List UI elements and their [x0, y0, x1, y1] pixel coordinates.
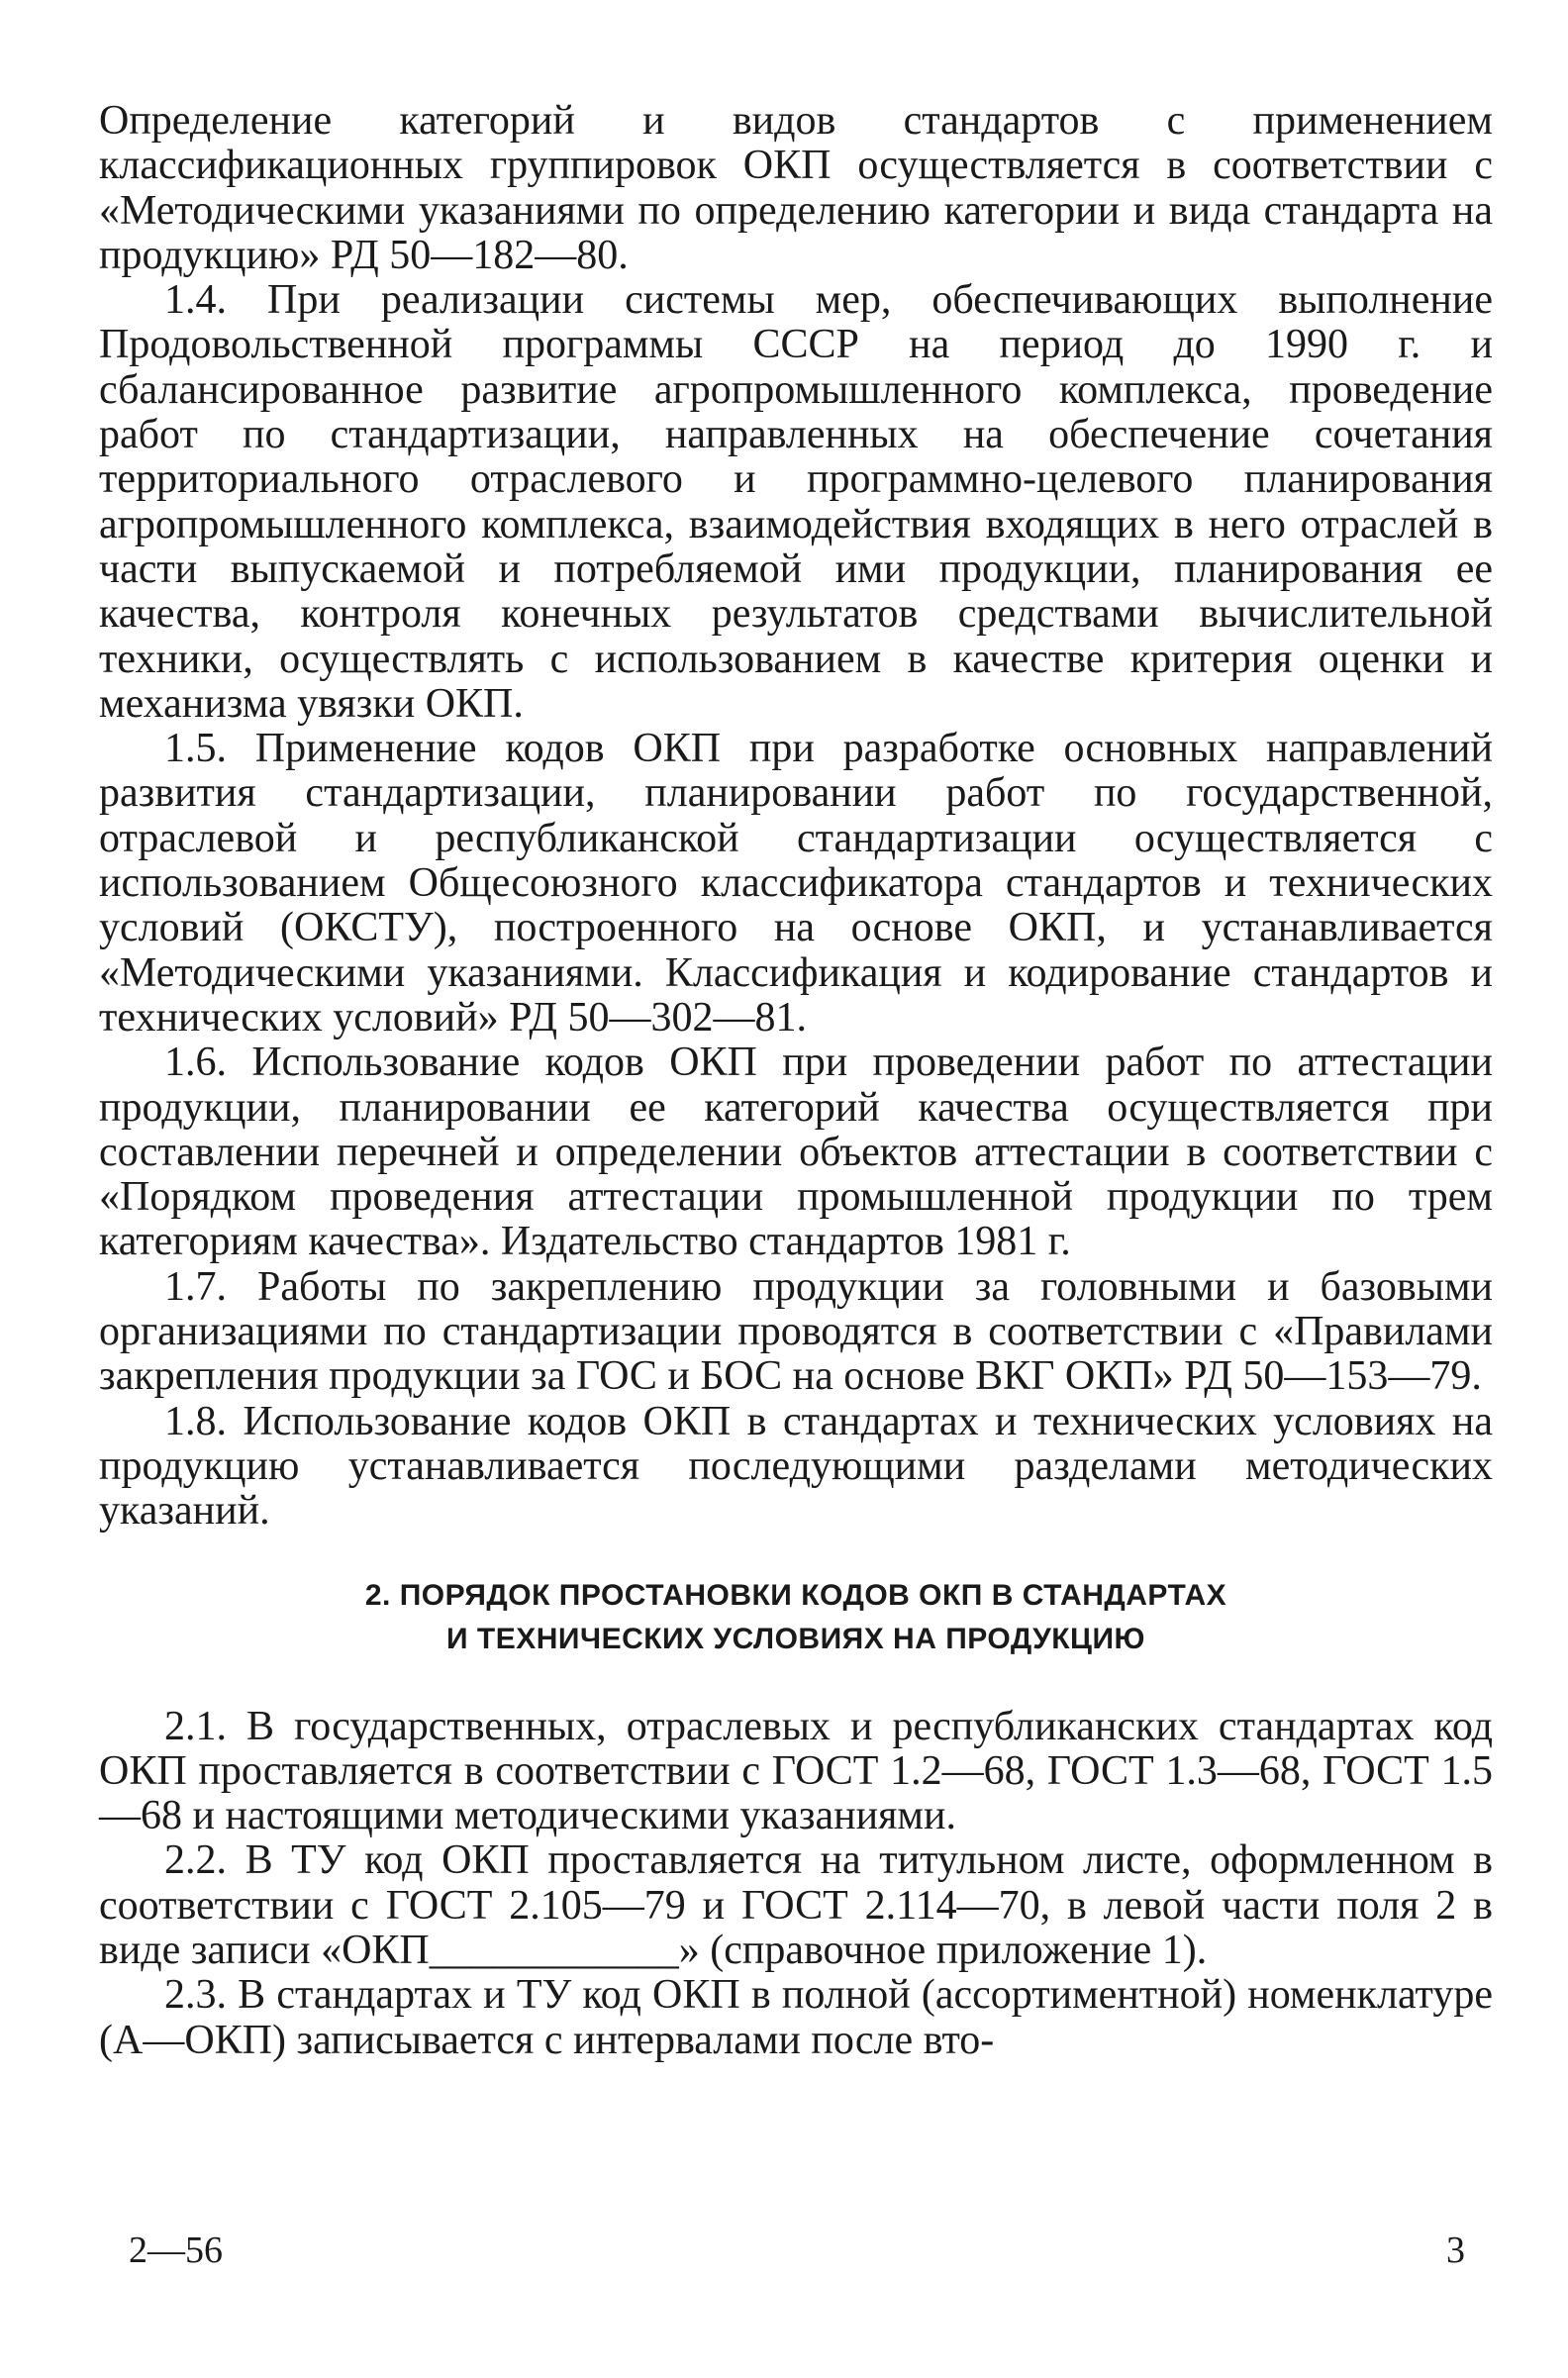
section-heading-line-1: 2. ПОРЯДОК ПРОСТАНОВКИ КОДОВ ОКП В СТАНДАРТАХ: [364, 1578, 1227, 1612]
section-heading-line-2: И ТЕХНИЧЕСКИХ УСЛОВИЯХ НА ПРОДУКЦИЮ: [446, 1622, 1145, 1655]
paragraph-2-1: 2.1. В государственных, отраслевых и республиканских стандартах код ОКП проставляется в соответствии с ГОСТ 1.2—68, ГОСТ 1.3—68, ГОСТ 1.5—68 и настоящими методическими указаниями.: [99, 1703, 1493, 1839]
paragraph-2-2: 2.2. В ТУ код ОКП проставляется на титульном листе, оформленном в соответствии с ГОСТ 2.105—79 и ГОСТ 2.114—70, в левой части поля 2 в виде записи «ОКП____________» (справочное приложение 1).: [99, 1837, 1493, 1973]
page-number: 3: [1446, 2229, 1465, 2271]
paragraph: Определение категорий и видов стандартов с применением классификационных группировок ОКП осуществляется в соответствии с «Методическими указаниями по определению категории и вида стандарта на продукцию» РД 50—182—80.: [99, 98, 1493, 278]
paragraph-1-4: 1.4. При реализации системы мер, обеспечивающих выполнение Продовольственной программы СССР на период до 1990 г. и сбалансированное развитие агропромышленного комплекса, проведение работ по стандартизации, направленных на обеспечение сочетания территориального отраслевого и программно-целевого планирования агропромышленного комплекса, взаимодействия входящих в него отраслей в части выпускаемой и потребляемой ими продукции, планирования ее качества, контроля конечных результатов средствами вычислительной техники, осуществлять с использованием в качестве критерия оценки и механизма увязки ОКП.: [99, 277, 1493, 727]
paragraph-1-6: 1.6. Использование кодов ОКП при проведении работ по аттестации продукции, планировании ее категорий качества осуществляется при составлении перечней и определении объектов аттестации в соответствии с «Порядком проведения аттестации промышленной продукции по трем категориям качества». Издательство стандартов 1981 г.: [99, 1040, 1493, 1265]
section-heading: [99, 1574, 1493, 1661]
paragraph-1-7: 1.7. Работы по закреплению продукции за головными и базовыми организациями по стандартизации проводятся в соответствии с «Правилами закрепления продукции за ГОС и БОС на основе ВКГ ОКП» РД 50—153—79.: [99, 1263, 1493, 1400]
document-page: [99, 99, 1493, 2063]
paragraph-1-8: 1.8. Использование кодов ОКП в стандартах и технических условиях на продукцию устанавливается последующими разделами методических указаний.: [99, 1398, 1493, 1535]
sheet-signature: 2—56: [129, 2229, 223, 2271]
paragraph-2-3: 2.3. В стандартах и ТУ код ОКП в полной (ассортиментной) номенклатуре (А—ОКП) записывается с интервалами после вто-: [99, 1972, 1493, 2063]
paragraph-1-5: 1.5. Применение кодов ОКП при разработке основных направлений развития стандартизации, планировании работ по государственной, отраслевой и республиканской стандартизации осуществляется с использованием Общесоюзного классификатора стандартов и технических условий (ОКСТУ), построенного на основе ОКП, и устанавливается «Методическими указаниями. Классификация и кодирование стандартов и технических условий» РД 50—302—81.: [99, 726, 1493, 1040]
